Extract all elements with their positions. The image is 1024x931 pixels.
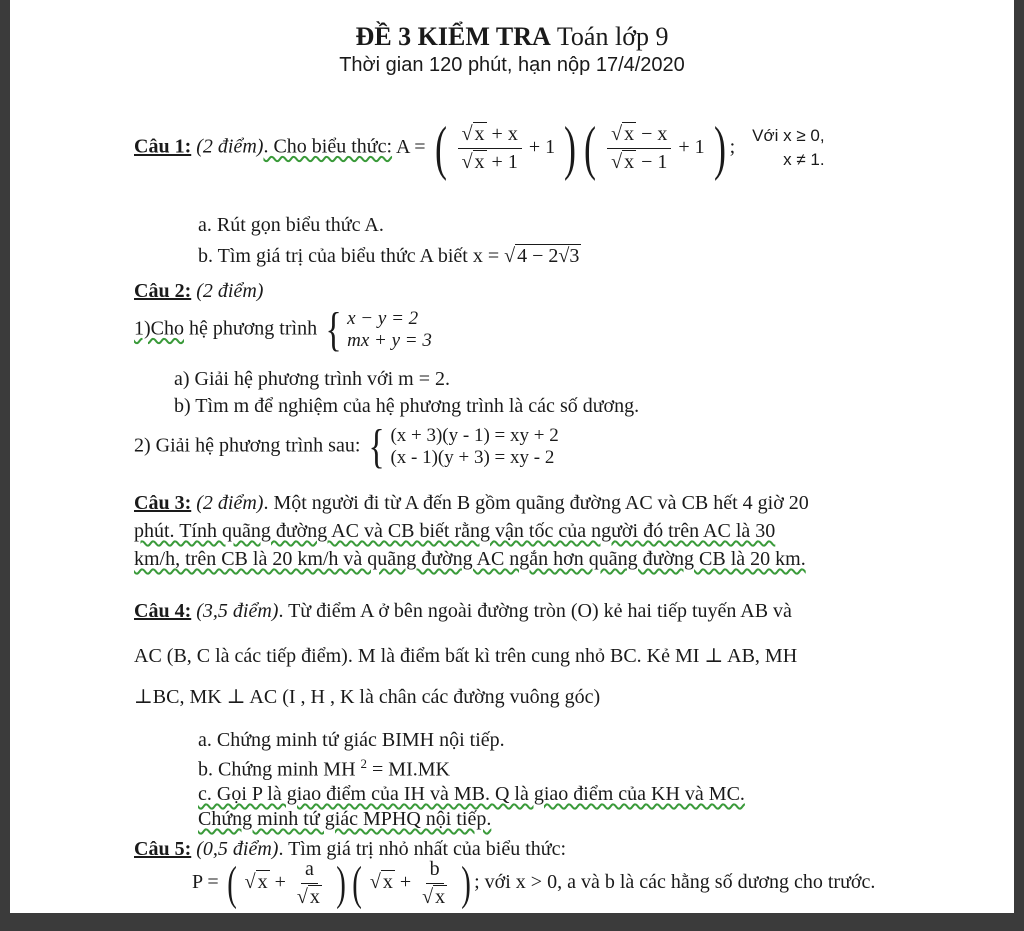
- page-title: [10, 22, 1014, 52]
- paren-close-icon: ): [336, 856, 346, 910]
- cau4-line3: ⊥BC, MK ⊥ AC (I , H , K là chân các đường vuông góc): [134, 686, 601, 708]
- cau1-frac-1: $\frac{√ x + x}{√ x + 1}$: [458, 123, 522, 174]
- window-frame-left: [0, 0, 10, 931]
- cau5-frac-b: $\frac{b}{√ x}$: [422, 858, 446, 908]
- cau1-frac-2: $\frac{√ x - x}{√ x - 1}$: [607, 123, 671, 174]
- cau3-points: (2 điểm): [196, 492, 264, 514]
- cau3-line2: phút. Tính quãng đường AC và CB biết rằng vận tốc của người đó trên AC là 30: [134, 520, 776, 542]
- cau1-b-text: b. Tìm giá trị của biểu thức A biết x =: [198, 245, 500, 267]
- cau1-a: a. Rút gọn biểu thức A.: [198, 214, 384, 236]
- brace-icon: {: [368, 420, 385, 473]
- cau2-part2: [134, 420, 559, 473]
- title-bold: ĐỀ 3 KIỂM TRA: [355, 22, 551, 51]
- cau5-rad-2: x: [382, 871, 393, 894]
- cau1-b-rad: 4 − 2√3: [517, 245, 580, 267]
- cau4-line1: [134, 600, 792, 623]
- cau5-lhs: P =: [192, 871, 219, 894]
- frac1-den-rad: x: [474, 150, 485, 173]
- frac2-num-rad: x: [624, 122, 635, 145]
- paren-open-icon: (: [352, 856, 362, 910]
- sqrt-icon: √ x: [369, 871, 393, 894]
- frac1-den-rest: + 1: [486, 150, 518, 173]
- sys1-eq1: x − y = 2: [347, 308, 419, 329]
- cau2-b: b) Tìm m để nghiệm của hệ phương trình là các số dương.: [174, 395, 640, 417]
- frac2-num-rest: − x: [636, 122, 668, 145]
- cau5-plus-1: +: [274, 871, 286, 894]
- cau5-plus-2: +: [399, 871, 412, 894]
- paren-close-icon: ): [564, 115, 577, 181]
- cau2-a: a) Giải hệ phương trình với m = 2.: [174, 368, 451, 390]
- frac-a-den: x: [309, 886, 320, 908]
- title-rest: Toán lớp 9: [556, 22, 669, 51]
- cau3-line3: km/h, trên CB là 20 km/h và quãng đường AC ngắn hơn quãng đường CB là 20 km.: [134, 548, 806, 570]
- paren-open-icon: (: [226, 856, 237, 910]
- sys2-eq1: (x + 3)(y - 1) = xy + 2: [390, 425, 559, 446]
- page-subtitle: Thời gian 120 phút, hạn nộp 17/4/2020: [339, 54, 685, 76]
- system-2: [365, 420, 559, 473]
- cau4-b-pre: b. Chứng minh MH: [198, 758, 356, 781]
- cau2-heading: [134, 280, 263, 303]
- cau1-conditions: [752, 124, 824, 172]
- cau5-points: (0,5 điểm): [196, 838, 279, 860]
- window-frame-right: [1014, 0, 1024, 931]
- paren-open-icon: (: [584, 115, 597, 181]
- frac-b-den: x: [435, 886, 446, 908]
- frac1-num-rad: x: [474, 122, 485, 145]
- cond-2: x ≠ 1.: [783, 150, 825, 169]
- brace-icon: {: [325, 303, 342, 356]
- cau2-label: Câu 2:: [134, 280, 192, 302]
- cau3-text-1: . Một người đi từ A đến B gồm quãng đường AC và CB hết 4 giờ 20: [263, 492, 809, 514]
- cau1-expression: [395, 115, 740, 181]
- cau2-part1: [134, 303, 432, 356]
- cau3-label: Câu 3:: [134, 492, 192, 514]
- frac-b-num: b: [426, 858, 444, 884]
- plus-one-a: + 1: [528, 135, 556, 158]
- frac2-den-rad: x: [624, 150, 635, 173]
- cau5-intro: . Tìm giá trị nhỏ nhất của biểu thức:: [278, 838, 567, 860]
- system-1: [322, 303, 432, 356]
- cau4-b-sup: 2: [360, 756, 368, 771]
- cond-1: Với x ≥ 0,: [752, 126, 825, 145]
- cau4-b: [198, 756, 450, 782]
- paren-open-icon: (: [434, 115, 447, 181]
- cau4-points: (3,5 điểm): [196, 600, 279, 622]
- cau4-c1: c. Gọi P là giao điểm của IH và MB. Q là giao điểm của KH và MC.: [198, 783, 745, 805]
- cau4-b-post: = MI.MK: [367, 758, 450, 781]
- cau5-semicolon: ;: [474, 871, 480, 894]
- cau2-points: (2 điểm): [196, 280, 264, 302]
- cau5-tail: với x > 0, a và b là các hằng số dương cho trước.: [484, 871, 876, 894]
- cau1-semicolon: ;: [729, 135, 736, 158]
- cau1-expr-lhs: A =: [395, 135, 426, 158]
- cau1-label: Câu 1:: [134, 135, 192, 158]
- cau4-a: a. Chứng minh tứ giác BIMH nội tiếp.: [198, 729, 505, 751]
- cau5-label: Câu 5:: [134, 838, 192, 860]
- sqrt-icon: √ 4 − 2√3: [504, 245, 580, 267]
- cau4-c2: Chứng minh tứ giác MPHQ nội tiếp.: [198, 808, 492, 830]
- sys1-eq2: mx + y = 3: [347, 330, 432, 351]
- cau1-points: (2 điểm): [196, 135, 264, 158]
- cau3-line1: [134, 492, 809, 515]
- sys2-eq2: (x - 1)(y + 3) = xy - 2: [390, 447, 555, 468]
- cau5-frac-a: $\frac{a}{√ x}$: [296, 858, 320, 908]
- cau2-p1-prefix: 1)Cho: [134, 317, 184, 340]
- window-frame-bottom: [0, 913, 1024, 931]
- cau1-line: [134, 115, 825, 181]
- cau4-text-1: . Từ điểm A ở bên ngoài đường tròn (O) kẻ hai tiếp tuyến AB và: [278, 600, 792, 622]
- frac1-num-rest: + x: [486, 122, 518, 145]
- document-page: [10, 0, 1014, 913]
- cau5-rad-1: x: [257, 871, 268, 894]
- cau2-p2-text: 2) Giải hệ phương trình sau:: [134, 434, 361, 457]
- cau4-line2: AC (B, C là các tiếp điểm). M là điểm bất kì trên cung nhỏ BC. Kẻ MI ⊥ AB, MH: [134, 645, 798, 667]
- cau1-intro: . Cho biểu thức:: [263, 135, 393, 158]
- plus-one-b: + 1: [678, 135, 705, 158]
- paren-close-icon: ): [713, 115, 726, 181]
- cau1-b: [198, 245, 581, 268]
- frac2-den-rest: − 1: [636, 150, 668, 173]
- sqrt-icon: √ x: [244, 871, 268, 894]
- paren-close-icon: ): [461, 856, 471, 910]
- cau5-expression: [192, 858, 875, 909]
- cau4-label: Câu 4:: [134, 600, 192, 622]
- cau2-p1-text: hệ phương trình: [184, 317, 318, 340]
- frac-a-num: a: [301, 858, 318, 884]
